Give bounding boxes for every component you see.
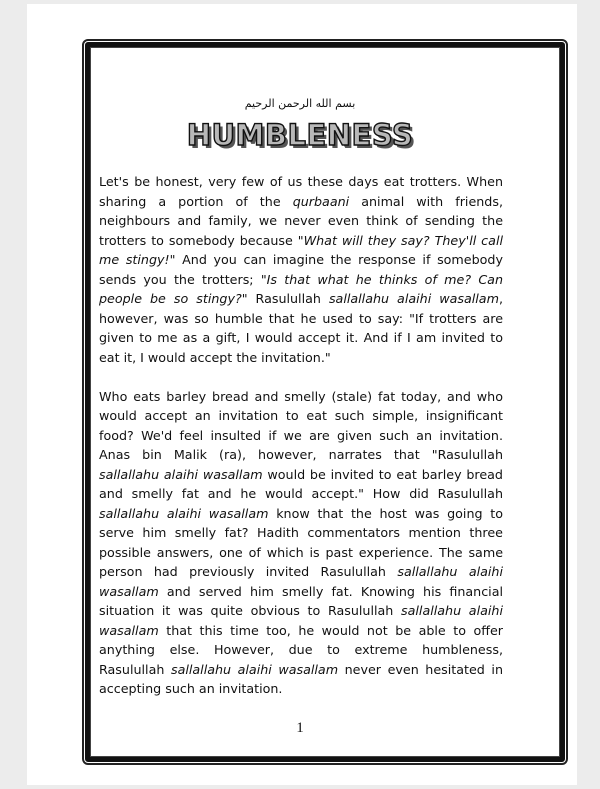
italic-phrase: "What will they say? They'll call me stingy!" (99, 232, 503, 267)
italic-phrase: sallallahu alaihi wasallam (99, 466, 263, 482)
text-run: Who eats barley bread and smelly (stale) fat today, and who would accept an invitation to eat such simple, insignificant food? We'd feel insulted if we are given such an invitation. Anas bin Malik (ra), however, narrates that "Rasulullah (99, 388, 503, 462)
body-text (99, 172, 503, 699)
text-run: Rasulullah (247, 291, 329, 306)
text-run: that this time too, he would not be able to offer anything else. However, due to extreme humbleness, Rasulullah (99, 622, 503, 677)
italic-phrase: sallallahu alaihi wasallam (99, 603, 503, 638)
bismillah-heading: بسم الله الرحمن الرحيم (244, 97, 356, 110)
page-title: HUMBLENESS (186, 118, 414, 152)
text-run: would be invited to eat barley bread and smelly fat and he would accept." How did Rasulullah (99, 466, 503, 501)
text-run: and served him smelly fat. Knowing his financial situation it was quite obvious to Rasulullah (99, 583, 503, 618)
italic-phrase: sallallahu alaihi wasallam (99, 505, 269, 521)
italic-phrase: sallallahu alaihi wasallam (328, 291, 499, 306)
italic-phrase: sallallahu alaihi wasallam (170, 661, 339, 677)
text-run: know that the host was going to serve him smelly fat? Hadith commentators mention three possible answers, one of which is past experience. The same person had previously invited Rasulullah (99, 505, 503, 579)
italic-phrase: "Is that what he thinks of me? Can people be so stingy?" (99, 271, 503, 306)
text-run: animal with friends, neighbours and family, we never even think of sending the trotters to somebody because (99, 193, 503, 248)
text-run: , however, was so humble that he used to say: "If trotters are given to me as a gift, I would accept it. And if I am invited to eat it, I would accept the invitation." (99, 291, 503, 365)
text-run: never even hesitated in accepting such an invitation. (99, 661, 503, 696)
page-number: 1 (296, 720, 304, 736)
paragraph-2 (99, 387, 503, 699)
paragraph-1 (99, 172, 503, 367)
italic-phrase: sallallahu alaihi wasallam (99, 564, 503, 599)
italic-phrase: qurbaani (292, 193, 350, 209)
text-run: Let's be honest, very few of us these days eat trotters. When sharing a portion of the (99, 174, 503, 209)
text-run: And you can imagine the response if somebody sends you the trotters; (99, 252, 503, 287)
